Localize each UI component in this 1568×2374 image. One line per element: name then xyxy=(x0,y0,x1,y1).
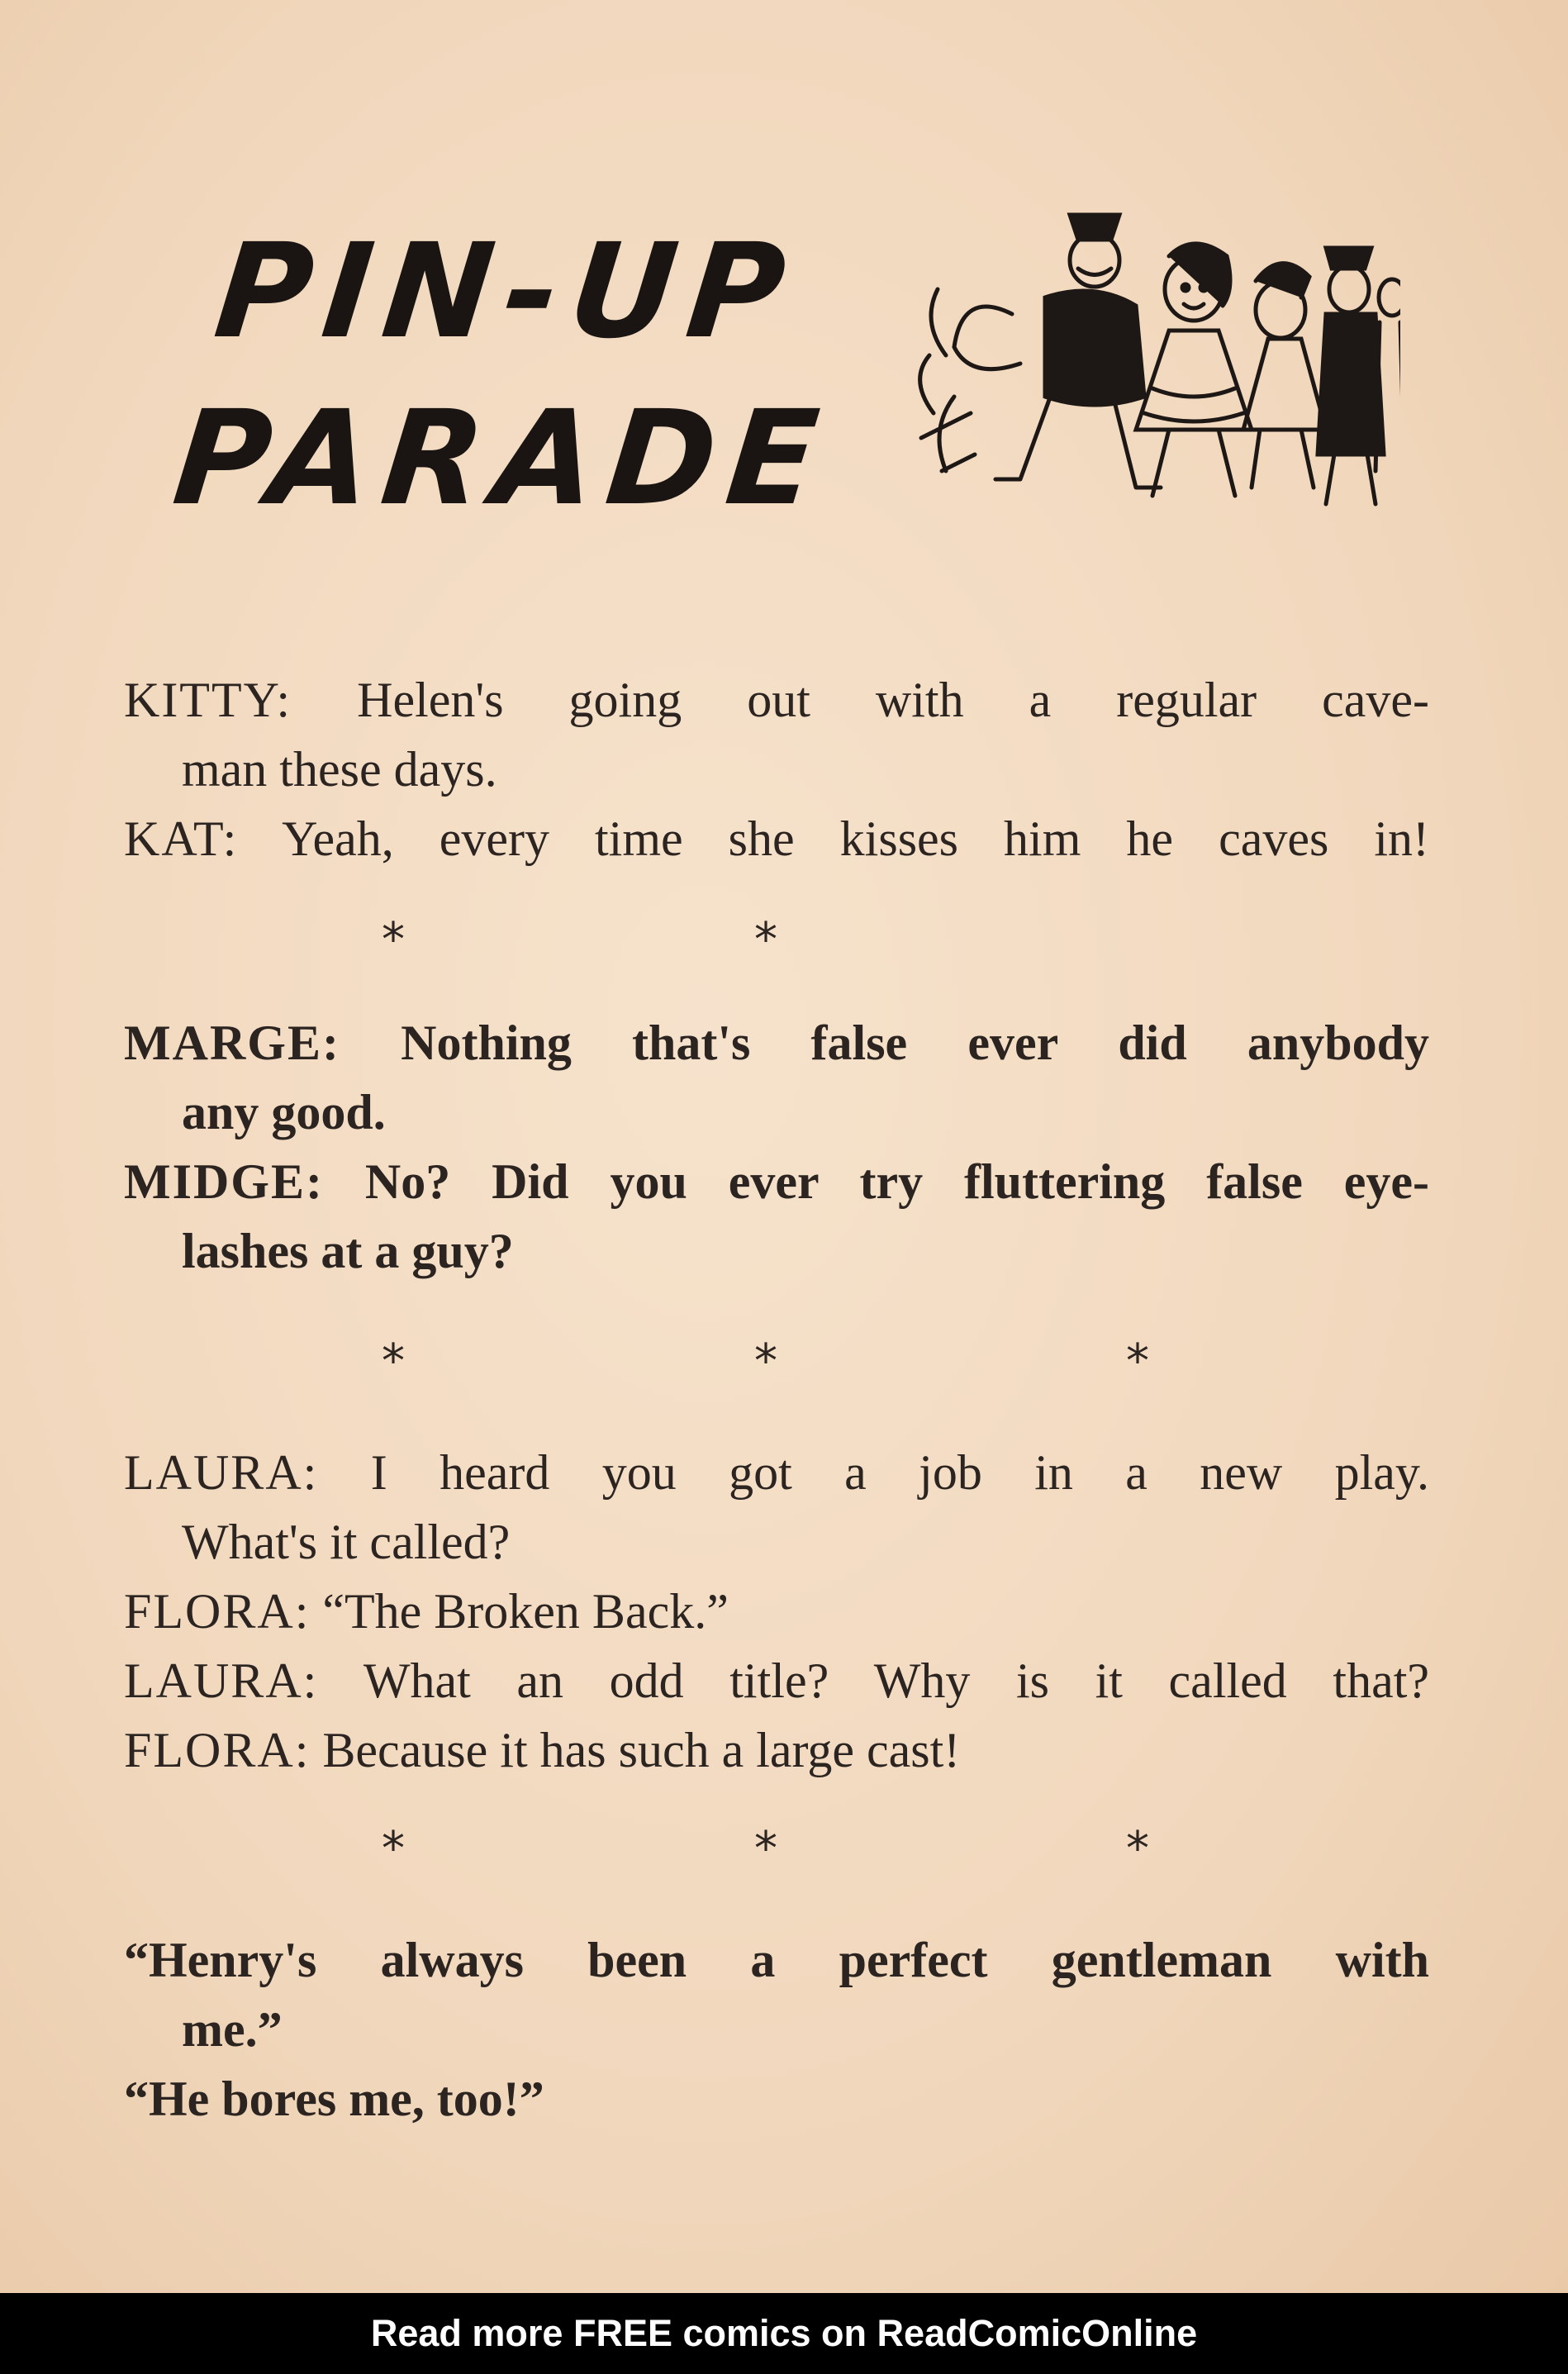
dialogue-text: “Henry's always been a perfect gentleman with xyxy=(124,1933,1429,1987)
dialogue-text: “The Broken Back.” xyxy=(322,1584,729,1639)
dialogue-line xyxy=(124,1925,1429,1995)
dialogue-line xyxy=(124,1995,1429,2064)
separator-star: * xyxy=(1126,1334,1149,1388)
dialogue-text: Nothing that's false ever did anybody xyxy=(401,1016,1429,1070)
dialogue-line xyxy=(124,1577,1429,1646)
page-title-line-2: PARADE xyxy=(167,383,837,535)
dialogue-line xyxy=(124,1008,1429,1078)
dialogue-text: “He bores me, too!” xyxy=(124,2072,544,2126)
speaker-name: KITTY: xyxy=(124,673,292,727)
joke-1 xyxy=(124,665,1429,873)
speaker-name: LAURA: xyxy=(124,1445,319,1500)
joke-3 xyxy=(124,1438,1429,1785)
joke-2 xyxy=(124,1008,1429,1286)
dialogue-line xyxy=(124,1216,1429,1286)
speaker-name: FLORA: xyxy=(124,1584,311,1639)
dialogue-text: lashes at a guy? xyxy=(182,1224,514,1278)
dialogue-line xyxy=(124,1715,1429,1785)
dialogue-text: man these days. xyxy=(182,742,497,797)
dialogue-line xyxy=(124,1078,1429,1147)
separator-star: * xyxy=(382,1822,405,1876)
dialogue-line xyxy=(124,804,1429,873)
speaker-name: MIDGE: xyxy=(124,1154,324,1209)
speaker-name: MARGE: xyxy=(124,1016,340,1070)
dialogue-text: What an odd title? Why is it called that? xyxy=(363,1653,1429,1708)
speaker-name: FLORA: xyxy=(124,1723,311,1777)
separator-star: * xyxy=(1126,1822,1149,1876)
dialogue-text: Yeah, every time she kisses him he caves in! xyxy=(282,811,1429,866)
speaker-name: LAURA: xyxy=(124,1653,319,1708)
dialogue-text: What's it called? xyxy=(182,1515,511,1569)
joke-4 xyxy=(124,1925,1429,2134)
dialogue-line xyxy=(124,735,1429,804)
separator-star: * xyxy=(754,1334,777,1388)
dialogue-line xyxy=(124,2064,1429,2134)
dialogue-text: Because it has such a large cast! xyxy=(322,1723,961,1777)
dialogue-text: No? Did you ever try fluttering false eye- xyxy=(364,1154,1429,1209)
separator-star: * xyxy=(754,913,777,967)
dialogue-line xyxy=(124,1147,1429,1216)
dialogue-line xyxy=(124,1438,1429,1507)
dialogue-text: Helen's going out with a regular cave- xyxy=(357,673,1430,727)
crowd-of-people-drawing-icon xyxy=(905,190,1400,521)
dialogue-text: I heard you got a job in a new play. xyxy=(370,1445,1430,1500)
dialogue-text: me.” xyxy=(182,2002,283,2057)
page-title-line-1: PIN-UP xyxy=(208,216,804,368)
footer-banner[interactable]: Read more FREE comics on ReadComicOnline xyxy=(0,2293,1568,2374)
dialogue-text: any good. xyxy=(182,1085,386,1139)
separator-star: * xyxy=(754,1822,777,1876)
separator-star: * xyxy=(382,1334,405,1388)
dialogue-line xyxy=(124,1646,1429,1715)
dialogue-line xyxy=(124,665,1429,735)
speaker-name: KAT: xyxy=(124,811,239,866)
dialogue-line xyxy=(124,1507,1429,1577)
separator-star: * xyxy=(382,913,405,967)
